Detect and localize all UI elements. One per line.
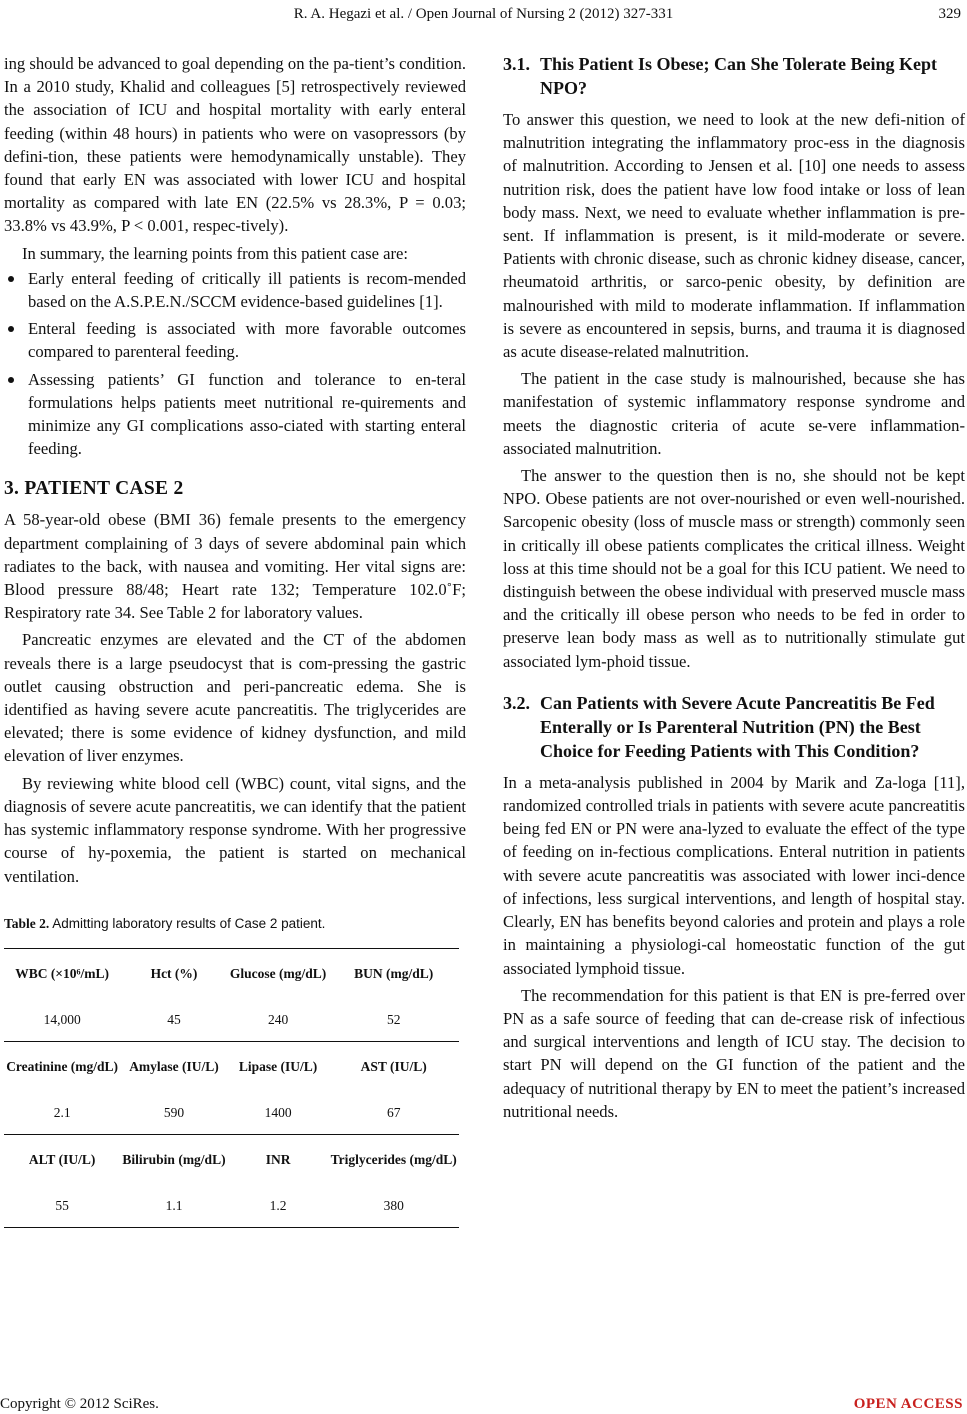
- table-header-row: [4, 1134, 459, 1185]
- table-cell: 380: [328, 1185, 459, 1228]
- list-item: Enteral feeding is associated with more favorable outcomes compared to parenteral feeding.: [4, 317, 466, 363]
- header-cell: Glucose (mg/dL): [228, 948, 329, 999]
- paragraph: In summary, the learning points from this patient case are:: [22, 243, 408, 263]
- subsection-number: 3.2.: [503, 692, 530, 713]
- paragraph: The answer to the question then is no, she should not be kept NPO. Obese patients are not over-nourished or even well-nourished. Sarcopenic obesity (loss of muscle mass or strength) commonly seen in critically ill obese patients complicates the critical illness. Weight loss at this time should not be a goal for this ICU patient. We need to distinguish between the obese individual with preserved muscle mass and the critically ill obese person who needs to be fed in order to preserve lean body mass as well as to nutritionally stimulate gut associated lym-phoid tissue.: [503, 466, 965, 671]
- paragraph: To answer this question, we need to look at the new defi-nition of malnutrition integrating the inflammatory proc-ess in the diagnosis of malnutrition. According to Jensen et al. [10] one needs to assess nutrition risk, does the patient have low food intake or loss of lean body mass. Next, we need to evaluate whether inflammation is pre-sent. If inflammation is present, is it mild-moderate or severe. Patients with chronic disease, such as chronic kidney disease, cancer, rheumatoid arthritis, or sarco-penic obesity, by definition are malnourished with mild to moderate inflammation. If inflammation is severe as encountered in sepsis, burns, and trauma it is diagnosed as acute disease-related malnutrition.: [503, 110, 965, 362]
- bullet-icon: [8, 326, 14, 332]
- subsection-title: This Patient Is Obese; Can She Tolerate Being Kept NPO?: [540, 54, 938, 98]
- copyright-notice: Copyright © 2012 SciRes.: [0, 1396, 159, 1412]
- subsection-number: 3.1.: [503, 54, 530, 74]
- table-cell: 240: [267, 1011, 289, 1027]
- header-cell: Bilirubin (mg/dL): [120, 1134, 228, 1185]
- table-header-row: [4, 1041, 459, 1092]
- lab-results-table: [4, 948, 459, 1228]
- header-cell: Hct (%): [120, 948, 228, 999]
- right-column: [503, 52, 965, 1123]
- header-cell: BUN (mg/dL): [328, 948, 459, 999]
- table-caption-text: Admitting laboratory results of Case 2 patient.: [52, 915, 326, 931]
- list-item: Early enteral feeding of critically ill patients is recom-mended based on the A.S.P.E.N./SCCM evidence-based guidelines [1].: [4, 267, 466, 313]
- left-column: [4, 52, 466, 1228]
- subsection-heading: [503, 691, 965, 763]
- table-caption: [4, 916, 466, 932]
- paragraph: Pancreatic enzymes are elevated and the CT of the abdomen reveals there is a large pseudocyst that is com-pressing the gastric outlet causing obstruction and peri-pancreatic edema. She is identified as having severe acute pancreatitis. The triglycerides are elevated; there is some evidence of kidney dysfunction, and mild elevation of liver enzymes.: [4, 630, 466, 766]
- table-row: [4, 999, 459, 1042]
- paragraph: ing should be advanced to goal depending on the pa-tient’s condition. In a 2010 study, Khalid and colleagues [5] retrospectively reviewed the association of ICU and hospital mortality with early enteral feeding (within 48 hours) in patients who were on vasopressors (by defini-tion, these patients were hemodynamically unstable). They found that early EN was associated with lower ICU and hospital mortality as compared with late EN (22.5% vs 28.3%, P = 0.03; 33.8% vs 43.9%, P < 0.001, respec-tively).: [4, 54, 466, 236]
- header-cell: Amylase (IU/L): [120, 1041, 228, 1092]
- paragraph: In a meta-analysis published in 2004 by Marik and Za-loga [11], randomized controlled trials in patients with severe acute pancreatitis being fed EN or PN were ana-lyzed to evaluate the effect of the type of feeding on in-fectious complications. Enteral nutrition in patients with severe acute pancreatitis was associated with lower inci-dence of infections, less surgical interventions, and length of hospital stay. Clearly, EN has benefits beyond calories and protein and plays a role in maintaining a physiologi-cal homeostatic function of the gut associated lymphoid tissue.: [503, 772, 965, 978]
- table-cell: 1400: [264, 1104, 292, 1120]
- header-cell: Creatinine (mg/dL): [4, 1041, 120, 1092]
- header-cell: ALT (IU/L): [4, 1134, 120, 1185]
- table-cell: 67: [386, 1104, 401, 1120]
- table-caption-label: Table 2.: [4, 915, 50, 931]
- header-cell: Lipase (IU/L): [228, 1041, 329, 1092]
- running-title: R. A. Hegazi et al. / Open Journal of Nursing 2 (2012) 327-331: [293, 6, 674, 22]
- paragraph: By reviewing white blood cell (WBC) count, vital signs, and the diagnosis of severe acute pancreatitis, we can identify that the patient has systemic inflammatory response syndrome. With her progressive course of hy-poxemia, the patient is started on mechanical ventilation.: [4, 773, 466, 886]
- table-header-row: [4, 948, 459, 999]
- paragraph: A 58-year-old obese (BMI 36) female presents to the emergency department complaining of 3 days of severe abdominal pain which radiates to the back, with nausea and vomiting. Her vital signs are: Blood pressure 88/48; Heart rate 132; Temperature 102.0˚F; Respiratory rate 34. See Table 2 for laboratory values.: [4, 510, 466, 623]
- open-access-label: OPEN ACCESS: [853, 1396, 963, 1412]
- table-row: [4, 1092, 459, 1135]
- paragraph: The recommendation for this patient is that EN is pre-ferred over PN as a safe source of feeding that can de-crease risk of infectious and surgical interventions and length of ICU stay. The decision to start PN will depend on the GI function of the patient and the adequacy of nutritional therapy by EN to meet the patient’s increased nutritional needs.: [503, 985, 965, 1121]
- subsection-title: Can Patients with Severe Acute Pancreatitis Be Fed Enterally or Is Parenteral Nutrition (PN) the Best Choice for Feeding Patients with This Condition?: [540, 692, 935, 761]
- table-row: [4, 1185, 459, 1228]
- table-cell: 1.2: [228, 1185, 329, 1228]
- header-cell: INR: [228, 1134, 329, 1185]
- header-cell: WBC (×10⁶/mL): [4, 948, 120, 999]
- paragraph: The patient in the case study is malnourished, because she has manifestation of systemic inflammatory response syndrome and meets the diagnostic criteria of acute se-vere inflammation-associated malnutrition.: [503, 369, 965, 458]
- header-cell: AST (IU/L): [328, 1041, 459, 1092]
- header-cell: Triglycerides (mg/dL): [328, 1134, 459, 1185]
- subsection-heading: [503, 52, 965, 100]
- page-number: 329: [938, 6, 961, 22]
- bullet-icon: [8, 276, 14, 282]
- list-item: Assessing patients’ GI function and tolerance to en-teral formulations helps patients meet nutritional re-quirements and minimize any GI complications asso-ciated with starting enteral feeding.: [4, 368, 466, 461]
- table-cell: 2.1: [53, 1104, 71, 1120]
- table-cell: 14,000: [43, 1011, 81, 1027]
- table-cell: 55: [4, 1185, 120, 1228]
- table-cell: 52: [386, 1011, 401, 1027]
- section-heading: 3. PATIENT CASE 2: [4, 478, 184, 500]
- page-header: [0, 0, 967, 26]
- table-cell: 590: [163, 1104, 185, 1120]
- learning-points-list: [4, 267, 466, 461]
- table-cell: 45: [167, 1011, 181, 1027]
- table-cell: 1.1: [120, 1185, 228, 1228]
- bullet-icon: [8, 377, 14, 383]
